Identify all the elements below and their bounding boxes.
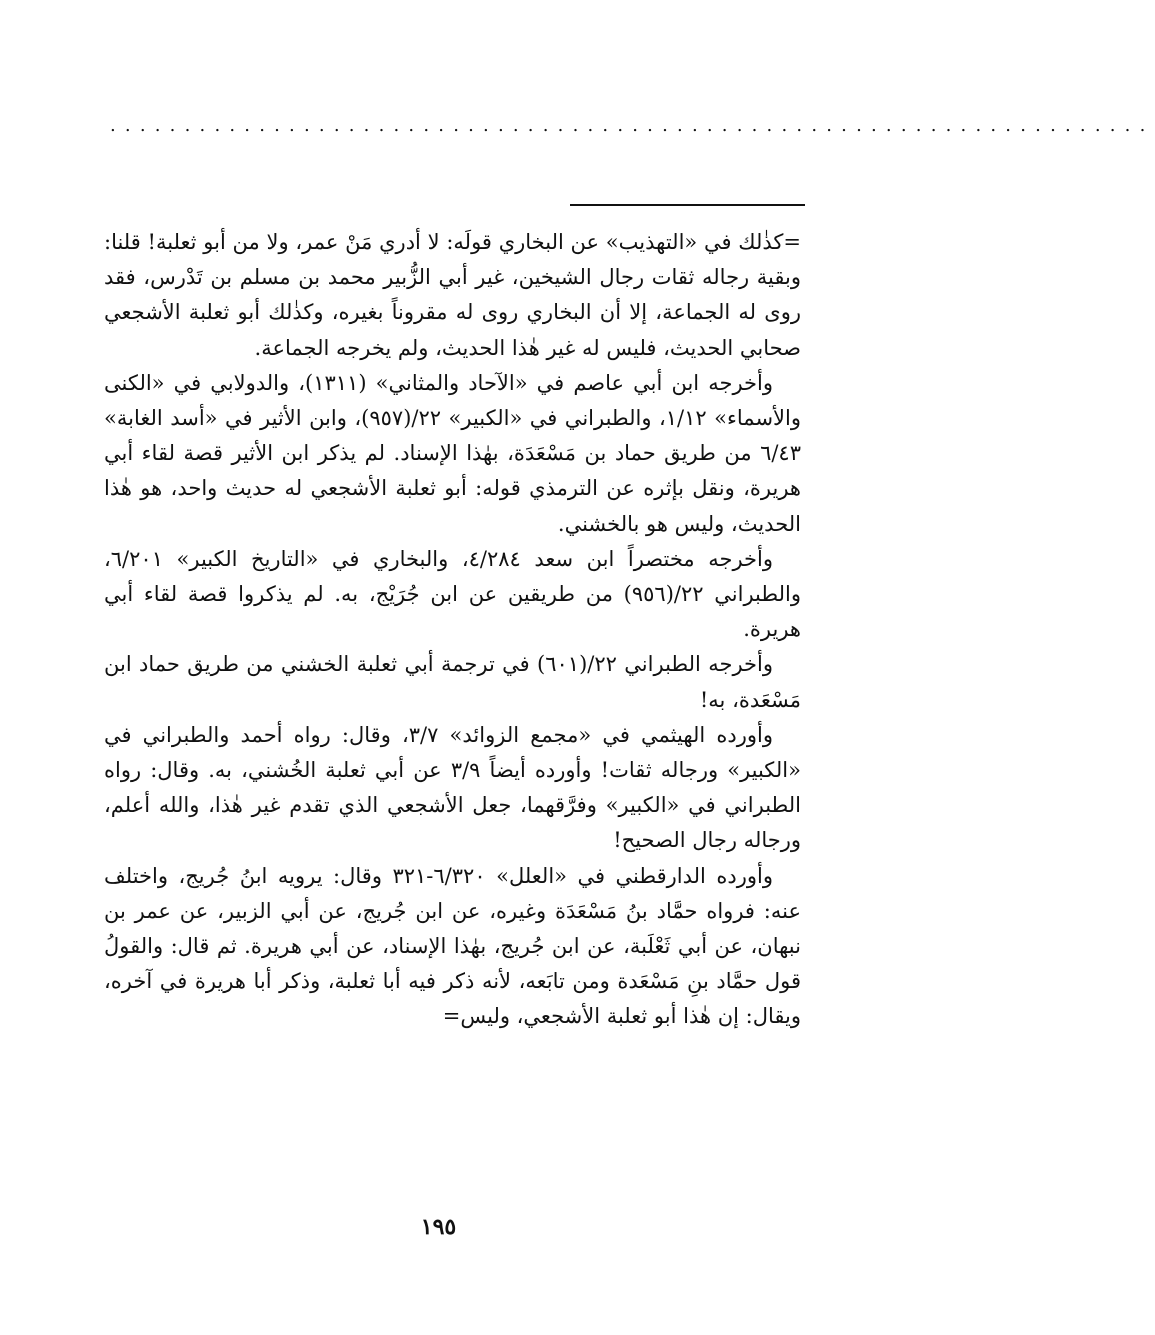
page-number: ١٩٥ bbox=[420, 1214, 457, 1240]
footnote-paragraph-6: وأورده الدارقطني في «العلل» ٦/٣٢٠-٣٢١ وقال: يرويه ابنُ جُريج، واختلف عنه: فرواه حمَّاد بنُ مَسْعَدَة وغيره، عن ابن جُريج، عن أبي الزبير، عن عمر بن نبهان، عن أبي ثَعْلَبة، عن ابن جُريج، بهٰذا الإسناد، عن أبي هريرة. ثم قال: والقولُ قول حمَّاد بنِ مَسْعَدة ومن تابَعه، لأنه ذكر فيه أبا ثعلبة، وذكر أبا هريرة في آخره، ويقال: إن هٰذا أبو ثعلبة الأشجعي، وليس= bbox=[104, 863, 801, 1029]
dotted-separator: ...................................................................... bbox=[110, 115, 1155, 136]
footnote-rule bbox=[570, 204, 805, 206]
footnote-paragraph-2: وأخرجه ابن أبي عاصم في «الآحاد والمثاني» (١٣١١)، والدولابي في «الكنى والأسماء» ١/١٢، والطبراني في «الكبير» ٢٢/(٩٥٧)، وابن الأثير في «أسد الغابة» ٦/٤٣ من طريق حماد بن مَسْعَدَة، بهٰذا الإسناد. لم يذكر ابن الأثير قصة لقاء أبي هريرة، ونقل بإثره عن الترمذي قوله: أبو ثعلبة الأشجعي له حديث واحد، هو هٰذا الحديث، وليس هو بالخشني. bbox=[104, 370, 801, 536]
footnote-paragraph-1: =كذٰلك في «التهذيب» عن البخاري قولَه: لا أدري مَنْ عمر، ولا من أبو ثعلبة! قلنا: وبقية رجاله ثقات رجال الشيخين، غير أبي الزُّبير محمد بن مسلم بن تَدْرس، فقد روى له الجماعة، إلا أن البخاري روى له مقروناً بغيره، وكذٰلك أبو ثعلبة الأشجعي صحابي الحديث، فليس له غير هٰذا الحديث، ولم يخرجه الجماعة. bbox=[104, 230, 801, 360]
footnote-paragraph-4: وأخرجه الطبراني ٢٢/(٦٠١) في ترجمة أبي ثعلبة الخشني من طريق حماد ابن مَسْعَدة، به! bbox=[104, 652, 801, 712]
footnote-paragraph-3: وأخرجه مختصراً ابن سعد ٤/٢٨٤، والبخاري في «التاريخ الكبير» ٦/٢٠١، والطبراني ٢٢/(٩٥٦) من طريقين عن ابن جُرَيْج، به. لم يذكروا قصة لقاء أبي هريرة. bbox=[104, 546, 801, 642]
footnote-text bbox=[104, 225, 801, 1225]
footnote-paragraph-5: وأورده الهيثمي في «مجمع الزوائد» ٣/٧، وقال: رواه أحمد والطبراني في «الكبير» ورجاله ثقات! وأورده أيضاً ٣/٩ عن أبي ثعلبة الخُشني، به. وقال: رواه الطبراني في «الكبير» وفرَّقهما، جعل الأشجعي الذي تقدم غير هٰذا، والله أعلم، ورجاله رجال الصحيح! bbox=[104, 722, 801, 853]
